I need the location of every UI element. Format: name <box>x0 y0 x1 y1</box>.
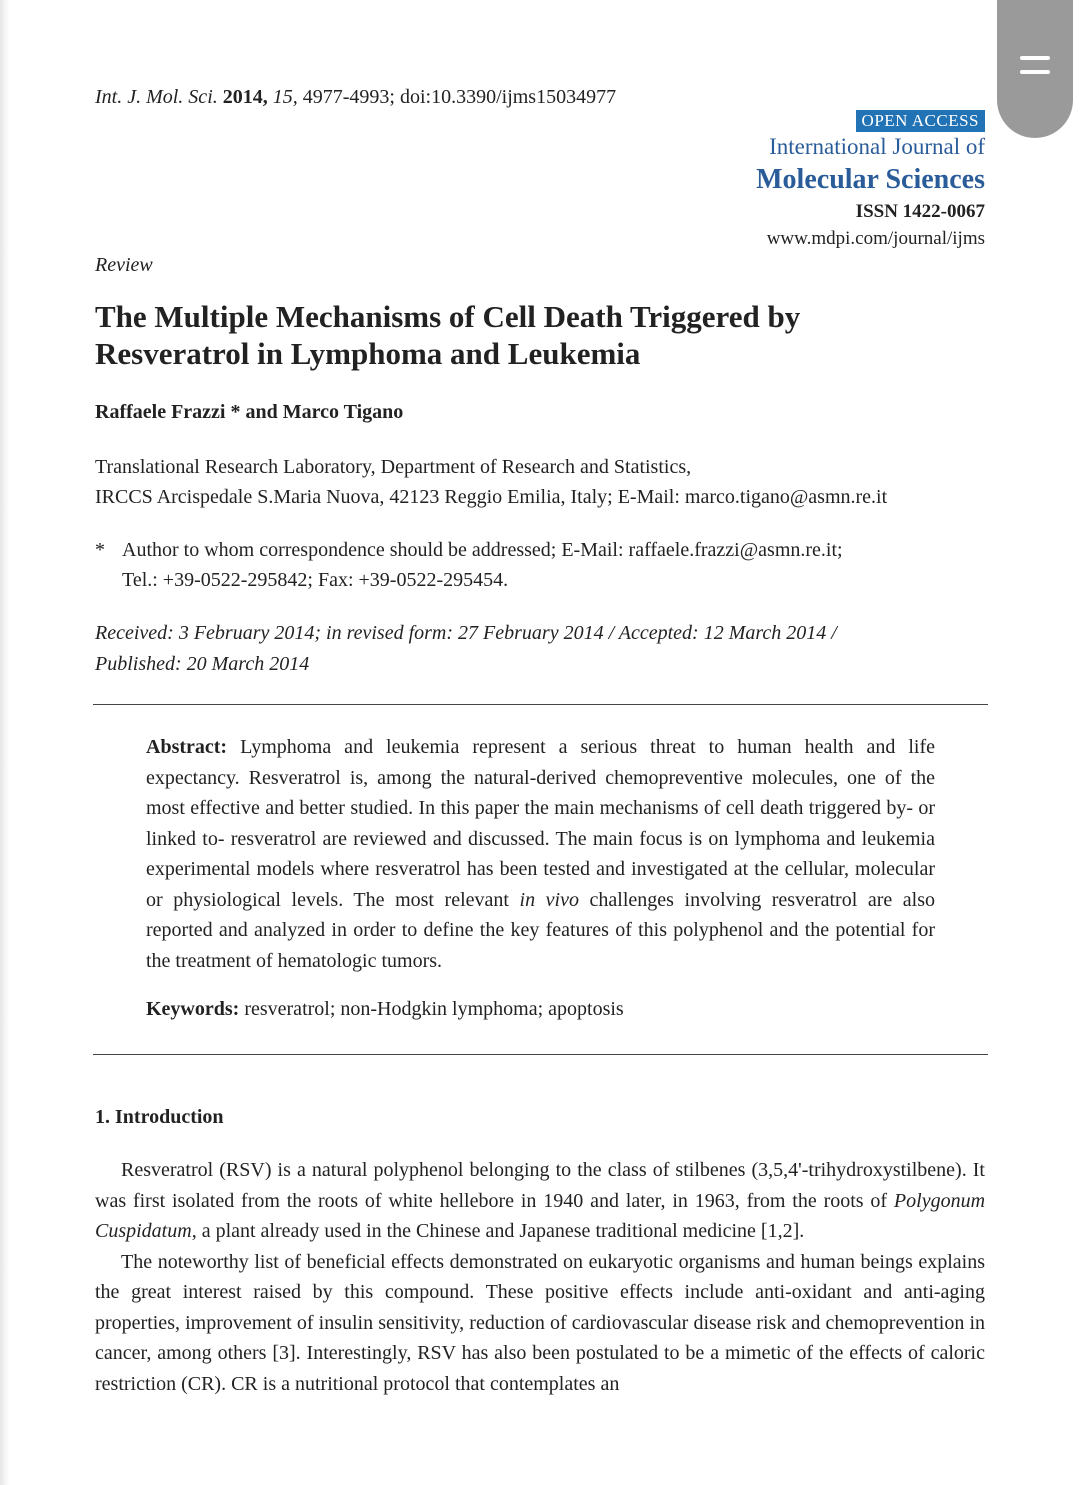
journal-abbrev: Int. J. Mol. Sci. <box>95 86 218 108</box>
paragraph-text: Resveratrol (RSV) is a natural polyphenol belonging to the class of stilbenes (3,5,4'-trihydroxystilbene). It was first isolated from the roots of white hellebore in 1940 and later, in 1963, from the roots of <box>95 1159 985 1212</box>
affiliation-line: IRCCS Arcispedale S.Maria Nuova, 42123 Reggio Emilia, Italy; E-Mail: marco.tigano@asmn.re.it <box>95 486 888 508</box>
citation-year: 2014, <box>222 86 268 108</box>
journal-name-line2: Molecular Sciences <box>756 164 985 195</box>
paragraph-text: , a plant already used in the Chinese and Japanese traditional medicine [1,2]. <box>191 1220 805 1242</box>
citation-line <box>95 86 616 109</box>
correspondence-marker: * <box>95 539 105 561</box>
publication-dates <box>95 618 995 680</box>
abstract-text: Lymphoma and leukemia represent a serious threat to human health and life expectancy. Resveratrol is, among the natural-derived chemopreventive molecules, one of the most effective and better studied. In this paper the main mechanisms of cell death triggered by- or linked to- resveratrol are reviewed and discussed. The main focus is on lymphoma and leukemia experimental models where resveratrol has been tested and investigated at the cellular, molecular or physiological levels. The most relevant <box>146 736 936 911</box>
open-access-badge: OPEN ACCESS <box>856 110 985 132</box>
species-name: Polygonum Cuspidatum <box>95 1189 986 1242</box>
citation-pages-doi: 4977-4993; doi:10.3390/ijms15034977 <box>302 86 617 108</box>
article-type: Review <box>95 254 153 276</box>
paragraph: The noteworthy list of beneficial effects demonstrated on eukaryotic organisms and human beings explains the great interest raised by this compound. These positive effects include anti-oxidant and anti-aging properties, improvement of insulin sensitivity, reduction of cardiovascular disease risk and chemoprevention in cancer, among others [3]. Interestingly, RSV has also been postulated to be a mimetic of the effects of caloric restriction (CR). CR is a nutritional protocol that contemplates an <box>95 1250 985 1395</box>
introduction-body <box>95 1155 985 1399</box>
abstract <box>146 732 935 976</box>
abstract-text: challenges involving resveratrol are also reported and analyzed in order to define the key features of this polyphenol and the potential for the treatment of hematologic tumors. <box>146 888 936 972</box>
author-list: Raffaele Frazzi * and Marco Tigano <box>95 401 404 423</box>
section-heading: 1. Introduction <box>95 1106 224 1128</box>
divider <box>93 1054 988 1055</box>
page-edge <box>0 0 10 1485</box>
affiliation <box>95 452 995 512</box>
affiliation-line: Translational Research Laboratory, Department of Research and Statistics, <box>95 456 692 478</box>
correspondence-line: Tel.: +39-0522-295842; Fax: +39-0522-295454. <box>122 569 509 591</box>
paragraph <box>95 1155 985 1247</box>
correspondence-note <box>95 535 995 595</box>
grip-line-icon <box>1020 56 1050 60</box>
journal-issn: ISSN 1422-0067 <box>855 201 985 222</box>
keywords-label: Keywords: <box>146 998 240 1020</box>
keywords <box>146 998 935 1021</box>
journal-name-line1: International Journal of <box>769 134 985 159</box>
journal-url[interactable]: www.mdpi.com/journal/ijms <box>766 228 985 249</box>
citation-volume: 15, <box>272 86 298 108</box>
divider <box>93 704 988 705</box>
correspondence-line: Author to whom correspondence should be addressed; E-Mail: raffaele.frazzi@asmn.re.it; <box>122 539 843 561</box>
journal-masthead <box>756 110 985 252</box>
abstract-italic: in vivo <box>519 888 579 911</box>
dates-line: Received: 3 February 2014; in revised form: 27 February 2014 / Accepted: 12 March 2014 / <box>95 622 837 644</box>
abstract-label: Abstract: <box>146 736 228 758</box>
dates-line: Published: 20 March 2014 <box>95 653 310 675</box>
scroll-handle[interactable] <box>997 0 1073 138</box>
keywords-text: resveratrol; non-Hodgkin lymphoma; apoptosis <box>244 998 624 1020</box>
grip-line-icon <box>1020 70 1050 74</box>
paper-title: The Multiple Mechanisms of Cell Death Triggered by Resveratrol in Lymphoma and Leukemia <box>95 299 801 371</box>
